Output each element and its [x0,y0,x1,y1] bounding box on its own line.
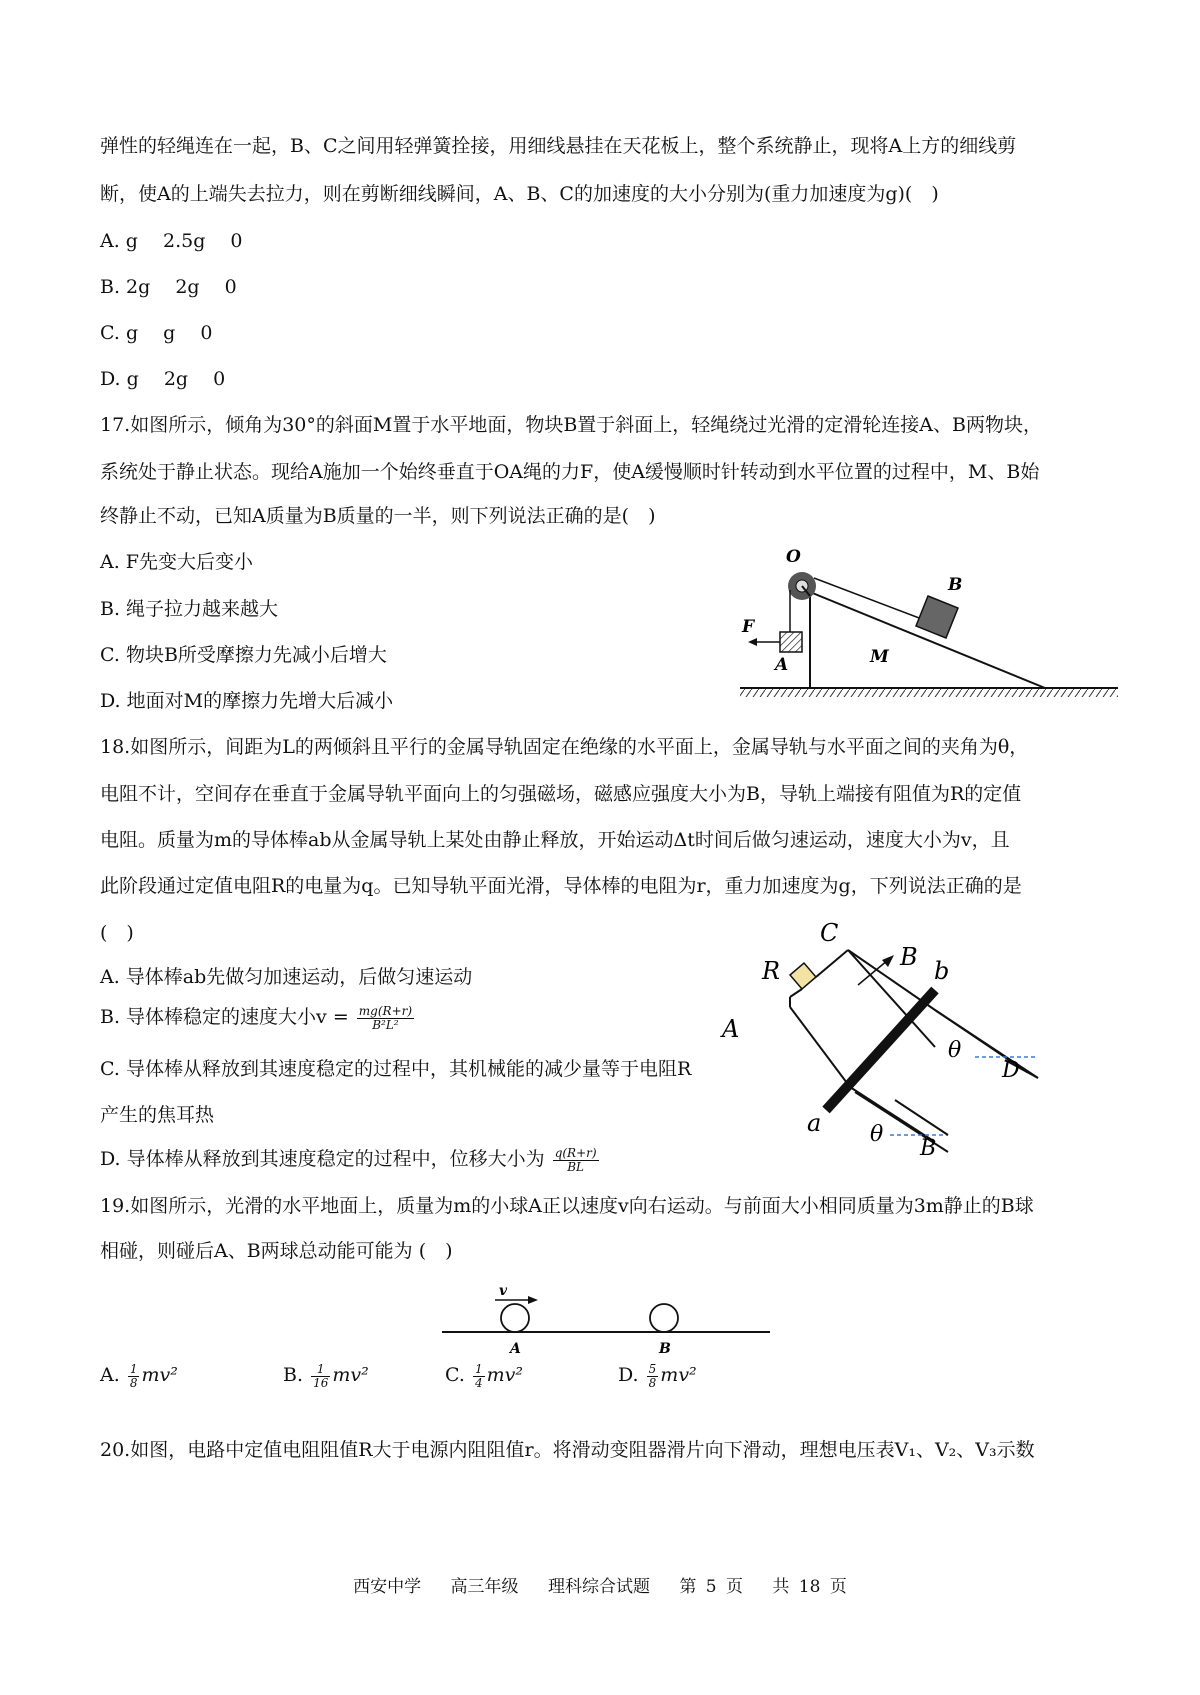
q18-rails-figure [722,915,1130,1165]
q18-line1: 18.如图所示，间距为L的两倾斜且平行的金属导轨固定在绝缘的水平面上，金属导轨与水平面之间的夹角为θ， [100,736,1029,758]
q19-option-b-numerator: 1 [311,1363,330,1377]
q18-option-d-denominator: BL [567,1159,585,1174]
q18-label-a: A [722,1015,740,1043]
q19-line1: 19.如图所示，光滑的水平地面上，质量为m的小球A正以速度v向右运动。与前面大小相同质量为3m静止的B球 [100,1195,1034,1217]
q18-option-d-fraction [553,1147,599,1174]
q17-line2: 系统处于静止状态。现给A施加一个始终垂直于OA绳的力F，使A缓慢顺时针转动到水平位置的过程中，M、B始 [100,461,1040,483]
q19-option-b-label: B. [283,1364,304,1386]
q19-line2: 相碰，则碰后A、B两球总动能可能为 ( ) [100,1240,453,1262]
q18-line3: 电阻。质量为m的导体棒ab从金属导轨上某处由静止释放，开始运动Δt时间后做匀速运动，速度大小为v，且 [100,829,1010,851]
q19-option-b-fraction [311,1363,330,1390]
q16-line2: 断，使A的上端失去拉力，则在剪断细线瞬间，A、B、C的加速度的大小分别为(重力加速度为g)( ) [100,183,939,205]
q19-option-d-numerator: 5 [648,1361,657,1376]
q19-option-a-denominator: 8 [129,1375,138,1390]
q18-option-b-fraction [357,1005,414,1032]
q19-option-d-denominator: 8 [648,1375,657,1390]
q17-label-o: O [786,547,801,567]
q18-option-a: A. 导体棒ab先做匀加速运动，后做匀速运动 [100,966,473,988]
q17-line3: 终静止不动，已知A质量为B质量的一半，则下列说法正确的是( ) [100,505,656,527]
q19-option-c-denominator: 4 [474,1375,483,1390]
q17-option-d: D. 地面对M的摩擦力先增大后减小 [100,690,394,712]
q20-line1: 20.如图，电路中定值电阻阻值R大于电源内阻阻值r。将滑动变阻器滑片向下滑动，理想电压表V₁、V₂、V₃示数 [100,1439,1035,1461]
q17-incline-figure [730,540,1130,740]
footer-grade: 高三年级 [450,1577,519,1597]
q18-label-theta-2: θ [870,1122,884,1147]
q17-option-c: C. 物块B所受摩擦力先减小后增大 [100,644,387,666]
q17-option-a: A. F先变大后变小 [100,551,253,573]
q18-option-d [100,1146,601,1174]
q19-option-d-fraction [647,1363,659,1390]
q19-option-b-tail: mv² [332,1364,369,1386]
q18-option-c-line1: C. 导体棒从释放到其速度稳定的过程中，其机械能的减少量等于电阻R [100,1058,692,1080]
q16-option-d: D. g 2g 0 [100,368,226,390]
q17-option-b: B. 绳子拉力越来越大 [100,598,279,620]
q18-option-d-numerator: q(R+r) [554,1145,597,1160]
q18-label-r: R [762,957,781,985]
q18-option-b-denominator: B²L² [372,1017,399,1032]
q18-label-b: b [934,957,950,985]
q17-label-f: F [742,617,755,637]
footer-school: 西安中学 [353,1577,422,1597]
q18-label-c: C [820,919,839,947]
footer-page-number: 第 5 页 [679,1577,743,1597]
q18-label-theta-1: θ [948,1038,962,1063]
q19-option-c-tail: mv² [486,1364,523,1386]
q19-option-c [445,1362,523,1390]
q19-option-c-label: C. [445,1364,465,1386]
q19-option-a-tail: mv² [141,1364,178,1386]
q16-line1: 弹性的轻绳连在一起，B、C之间用轻弹簧拴接，用细线悬挂在天花板上，整个系统静止，现将A上方的细线剪 [100,135,1017,157]
q18-option-c-line2: 产生的焦耳热 [100,1104,215,1126]
q19-option-d-label: D. [618,1364,639,1386]
q18-line5: ( ) [100,922,134,944]
q19-label-b: B [659,1341,671,1357]
q17-label-m: M [870,647,889,667]
q19-option-a-label: A. [100,1364,120,1386]
q17-line1: 17.如图所示，倾角为30°的斜面M置于水平地面，物块B置于斜面上，轻绳绕过光滑的定滑轮连接A、B两物块， [100,414,1042,436]
q18-label-d: D [1002,1058,1020,1083]
q16-option-b: B. 2g 2g 0 [100,276,237,298]
q18-option-d-text: D. 导体棒从释放到其速度稳定的过程中，位移大小为 [100,1148,545,1170]
q19-label-a: A [510,1341,521,1357]
q19-option-c-fraction [473,1363,485,1390]
footer-total-pages: 共 18 页 [772,1577,847,1597]
q19-option-a-numerator: 1 [129,1361,138,1376]
q18-label-b-corner: B [920,1136,937,1161]
q19-option-a-fraction [128,1363,140,1390]
q18-label-b-field: B [900,943,918,971]
q18-line2: 电阻不计，空间存在垂直于金属导轨平面向上的匀强磁场，磁感应强度大小为B，导轨上端接有阻值为R的定值 [100,783,1022,805]
q17-label-a: A [775,655,789,675]
q18-resistor [790,963,816,989]
q19-collision-figure [440,1285,775,1365]
q18-label-a-end: a [807,1109,822,1137]
q19-option-d-tail: mv² [660,1364,697,1386]
q18-option-b-numerator: mg(R+r) [358,1003,413,1018]
q16-option-a: A. g 2.5g 0 [100,230,243,252]
q18-option-b-text: B. 导体棒稳定的速度大小v = [100,1006,349,1028]
q19-option-a [100,1362,178,1390]
q19-label-v: v [499,1283,508,1299]
q18-option-b [100,1004,416,1032]
page-footer [0,1572,1200,1597]
q16-option-c: C. g g 0 [100,322,213,344]
q19-option-b [283,1362,369,1390]
footer-subject: 理科综合试题 [547,1577,650,1597]
q19-option-b-denominator: 16 [313,1375,329,1390]
q18-line4: 此阶段通过定值电阻R的电量为q。已知导轨平面光滑，导体棒的电阻为r，重力加速度为g，下列说法正确的是 [100,875,1022,897]
q19-option-c-numerator: 1 [474,1361,483,1376]
q19-option-d [618,1362,697,1390]
q17-label-b: B [948,575,963,595]
